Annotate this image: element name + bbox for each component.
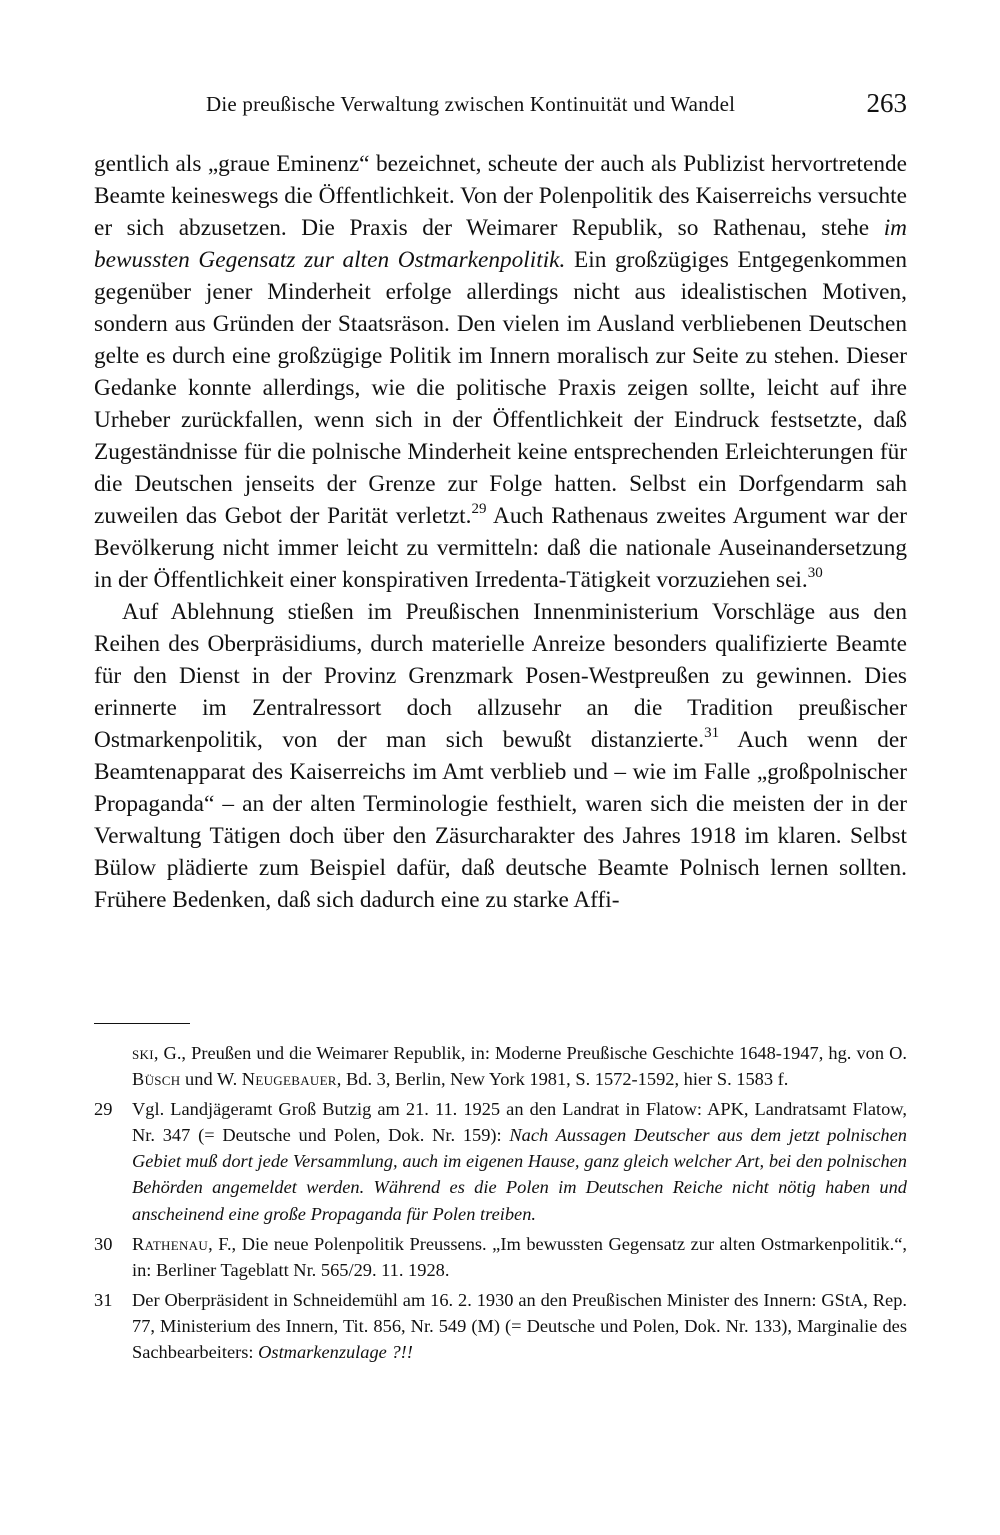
footnote-number: 30 bbox=[94, 1233, 113, 1254]
footnotes bbox=[94, 1040, 907, 1365]
text-run: , F., Die neue Polenpolitik Preussens. „Im bewussten Gegensatz zur alten Ostmarkenpolitik.“, in: Berliner Tageblatt Nr. 565/29. 11. 1928. bbox=[132, 1233, 907, 1280]
author-name: Büsch bbox=[132, 1069, 181, 1090]
text-run: Auf Ablehnung stießen im Preußischen Innenministerium Vorschläge aus den Reihen des Oberpräsidiums, durch materielle Anreize besonders qualifizierte Beamte für den Dienst in der Provinz Grenzmark Posen-Westpreußen zu gewinnen. Dies erinnerte im Zentralressort doch allzusehr an die Tradition preußischer Ostmarkenpolitik, von der man sich bewußt distanzierte. bbox=[94, 599, 907, 753]
page-number: 263 bbox=[866, 88, 907, 118]
footnote-ref-30[interactable]: 30 bbox=[807, 565, 823, 582]
running-title: Die preußische Verwaltung zwischen Kontinuität und Wandel bbox=[206, 92, 736, 116]
text-run: Auch wenn der Beamtenapparat des Kaiserreichs im Amt verblieb und – wie im Falle „großpolnischer Propaganda“ – an der alten Terminologie festhielt, waren sich die meisten der in der Verwaltung Tätigen doch über den Zäsurcharakter des Jahres 1918 im klaren. Selbst Bülow plädierte zum Beispiel dafür, daß deutsche Beamte Polnisch lernen sollten. Frühere Bedenken, daß sich dadurch eine zu starke Affi- bbox=[94, 727, 908, 913]
author-name: Rathenau bbox=[132, 1233, 209, 1254]
footnote-divider bbox=[94, 1023, 190, 1024]
italic-quote: Nach Aussagen Deutscher aus dem jetzt polnischen Gebiet muß dort jede Versammlung, auch im eigenen Hause, ganz gleich welcher Art, bei den polnischen Behörden angemeldet werden. Während es die Polen im Deutschen Reiche nicht nötig haben und anscheinend eine große Propaganda für Polen treiben. bbox=[132, 1125, 907, 1224]
text-run: , G., Preußen und die Weimarer Republik, in: Moderne Preußische Geschichte 1648-1947, hg. von O. bbox=[153, 1043, 907, 1063]
text-run: und W. bbox=[180, 1069, 242, 1090]
author-name: Neugebauer bbox=[241, 1069, 337, 1090]
text-run: Ein großzügiges Entgegenkommen gegenüber jener Minderheit erfolge allerdings nicht aus idealistischen Motiven, sondern aus Gründen der Staatsräson. Den vielen im Ausland verbliebenen Deutschen gelte es durch eine großzügige Politik im Innern moralisch zur Seite zu stehen. Dieser Gedanke konnte allerdings, wie die politische Praxis zeigen sollte, leicht auf ihre Urheber zurückfallen, wenn sich in der Öffentlichkeit der Eindruck festsetzte, daß Zugeständnisse für die polnische Minderheit keine entsprechenden Erleichterungen für die Deutschen jenseits der Grenze zur Folge hatten. Selbst ein Dorfgendarm sah zuweilen das Gebot der Parität verletzt. bbox=[94, 247, 907, 529]
text-run: Vgl. Landjägeramt Groß Butzig am 21. 11. 1925 an den Landrat in Flatow: APK, Landratsamt Flatow, Nr. 347 (= Deutsche und Polen, Dok. Nr. 159): bbox=[132, 1099, 907, 1146]
text-run: Auch Rathenaus zweites Argument war der Bevölkerung nicht immer leicht zu vermitteln: daß die nationale Auseinandersetzung in der Öffentlichkeit einer konspirativen Irredenta-Tätigkeit vorzuziehen sei. bbox=[94, 503, 907, 593]
author-name: ski bbox=[132, 1043, 154, 1063]
footnote-ref-29[interactable]: 29 bbox=[471, 501, 487, 518]
footnote-number: 31 bbox=[94, 1289, 113, 1310]
running-head bbox=[94, 88, 907, 128]
main-text bbox=[94, 148, 907, 916]
text-run: , Bd. 3, Berlin, New York 1981, S. 1572-1592, hier S. 1583 f. bbox=[336, 1069, 789, 1090]
footnote-29 bbox=[94, 1096, 907, 1226]
footnote-number: 29 bbox=[94, 1099, 113, 1120]
italic-quote: im bewussten Gegensatz zur alten Ostmarkenpolitik. bbox=[94, 215, 907, 273]
footnote-continuation bbox=[94, 1040, 907, 1092]
paragraph-2 bbox=[94, 596, 907, 916]
text-run: gentlich als „graue Eminenz“ bezeichnet, scheute der auch als Publizist hervortretende Beamte keineswegs die Öffentlichkeit. Von der Polenpolitik des Kaiserreichs versuchte er sich abzusetzen. Die Praxis der Weimarer Republik, so Rathenau, stehe bbox=[94, 151, 907, 241]
paragraph-1 bbox=[94, 148, 907, 596]
text-run: Der Oberpräsident in Schneidemühl am 16. 2. 1930 an den Preußischen Minister des Innern: GStA, Rep. 77, Ministerium des Innern, Tit. 856, Nr. 549 (M) (= Deutsche und Polen, Dok. Nr. 133), Marginalie des Sachbearbeiters: bbox=[132, 1289, 907, 1363]
italic-quote: Ostmarkenzulage ?!! bbox=[258, 1342, 413, 1363]
footnote-31 bbox=[94, 1287, 907, 1365]
footnote-30 bbox=[94, 1231, 907, 1283]
footnote-ref-31[interactable]: 31 bbox=[704, 725, 720, 742]
